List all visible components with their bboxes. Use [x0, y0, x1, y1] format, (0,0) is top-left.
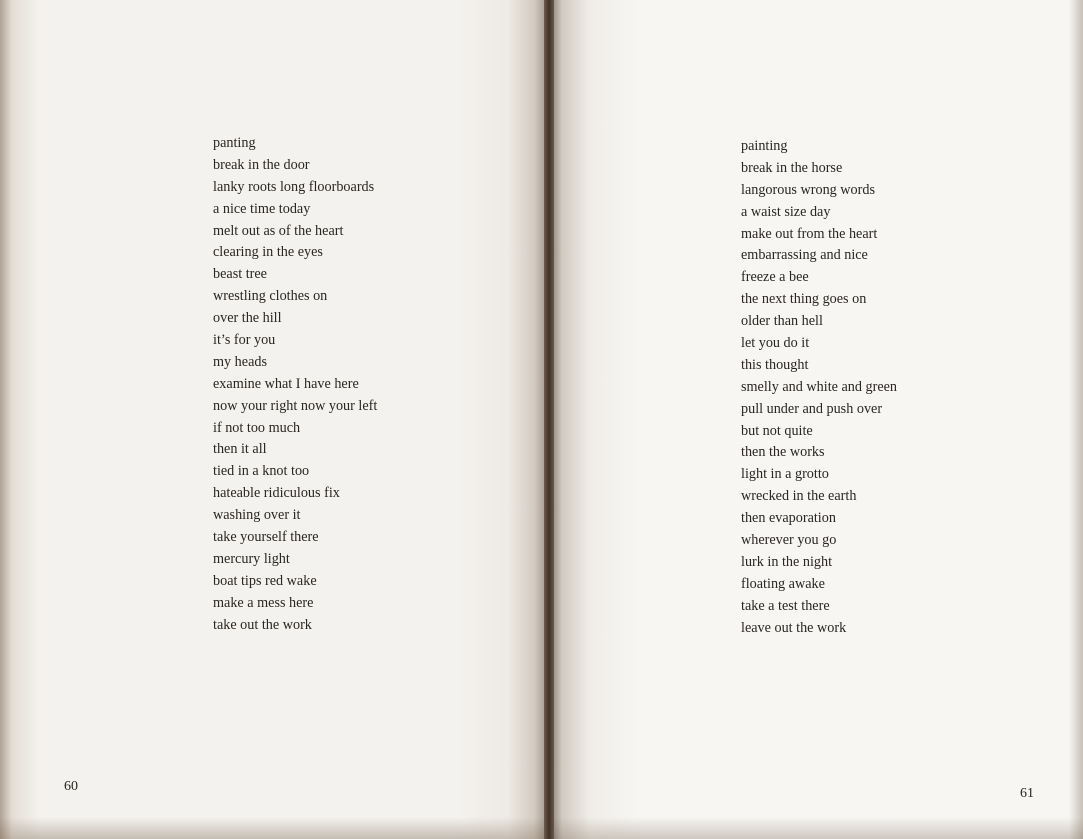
book-gutter [544, 0, 554, 839]
poem-line: hateable ridiculous fix [213, 485, 340, 502]
poem-line: my heads [213, 353, 267, 370]
poem-line: then evaporation [741, 510, 836, 527]
poem-line: wrestling clothes on [213, 288, 328, 305]
poem-line: clearing in the eyes [213, 244, 323, 261]
poem-line: smelly and white and green [741, 378, 898, 395]
poem-line: lanky roots long floorboards [213, 178, 375, 195]
poem-line: floating awake [741, 575, 825, 592]
poem-line: wherever you go [741, 532, 837, 549]
poem-line: painting [741, 138, 788, 154]
poem-line: if not too much [213, 419, 301, 436]
poem-line: older than hell [741, 313, 823, 330]
poem-line: break in the door [213, 156, 310, 173]
poem-line: make out from the heart [741, 225, 878, 242]
poem-line: light in a grotto [741, 466, 829, 483]
left-poem [213, 133, 377, 636]
poem-line: washing over it [213, 507, 301, 524]
poem-line: a nice time today [213, 200, 311, 217]
poem-line: panting [213, 135, 256, 151]
poem-line: melt out as of the heart [213, 222, 344, 239]
right-page [550, 0, 1083, 839]
poem-line: langorous wrong words [741, 181, 875, 198]
poem-line: let you do it [741, 335, 810, 352]
poem-line: tied in a knot too [213, 463, 310, 480]
page-number-left: 60 [64, 779, 78, 794]
poem-line: take yourself there [213, 529, 319, 546]
poem-line: the next thing goes on [741, 291, 867, 308]
poem-line: then it all [213, 441, 267, 458]
poem-line: but not quite [741, 422, 813, 439]
poem-line: this thought [741, 356, 809, 373]
poem-line: pull under and push over [741, 400, 883, 417]
poem-line: a waist size day [741, 203, 831, 220]
poem-line: take a test there [741, 597, 830, 614]
poem-line: examine what I have here [213, 375, 359, 392]
poem-line: break in the horse [741, 159, 843, 176]
poem-line: then the works [741, 444, 825, 461]
poem-line: take out the work [213, 616, 312, 633]
poem-line: over the hill [213, 310, 282, 327]
poem-line: make a mess here [213, 594, 314, 611]
poem-line: mercury light [213, 550, 290, 567]
poem-line: now your right now your left [213, 397, 378, 414]
poem-line: lurk in the night [741, 553, 833, 570]
right-poem [741, 136, 897, 639]
poem-line: freeze a bee [741, 269, 809, 286]
poem-line: leave out the work [741, 619, 847, 636]
poem-line: embarrassing and nice [741, 247, 868, 264]
poem-line: wrecked in the earth [741, 488, 857, 505]
poem-line: beast tree [213, 266, 267, 283]
poem-line: boat tips red wake [213, 572, 317, 589]
poem-line: it’s for you [213, 332, 276, 349]
page-number-right: 61 [1020, 786, 1034, 801]
